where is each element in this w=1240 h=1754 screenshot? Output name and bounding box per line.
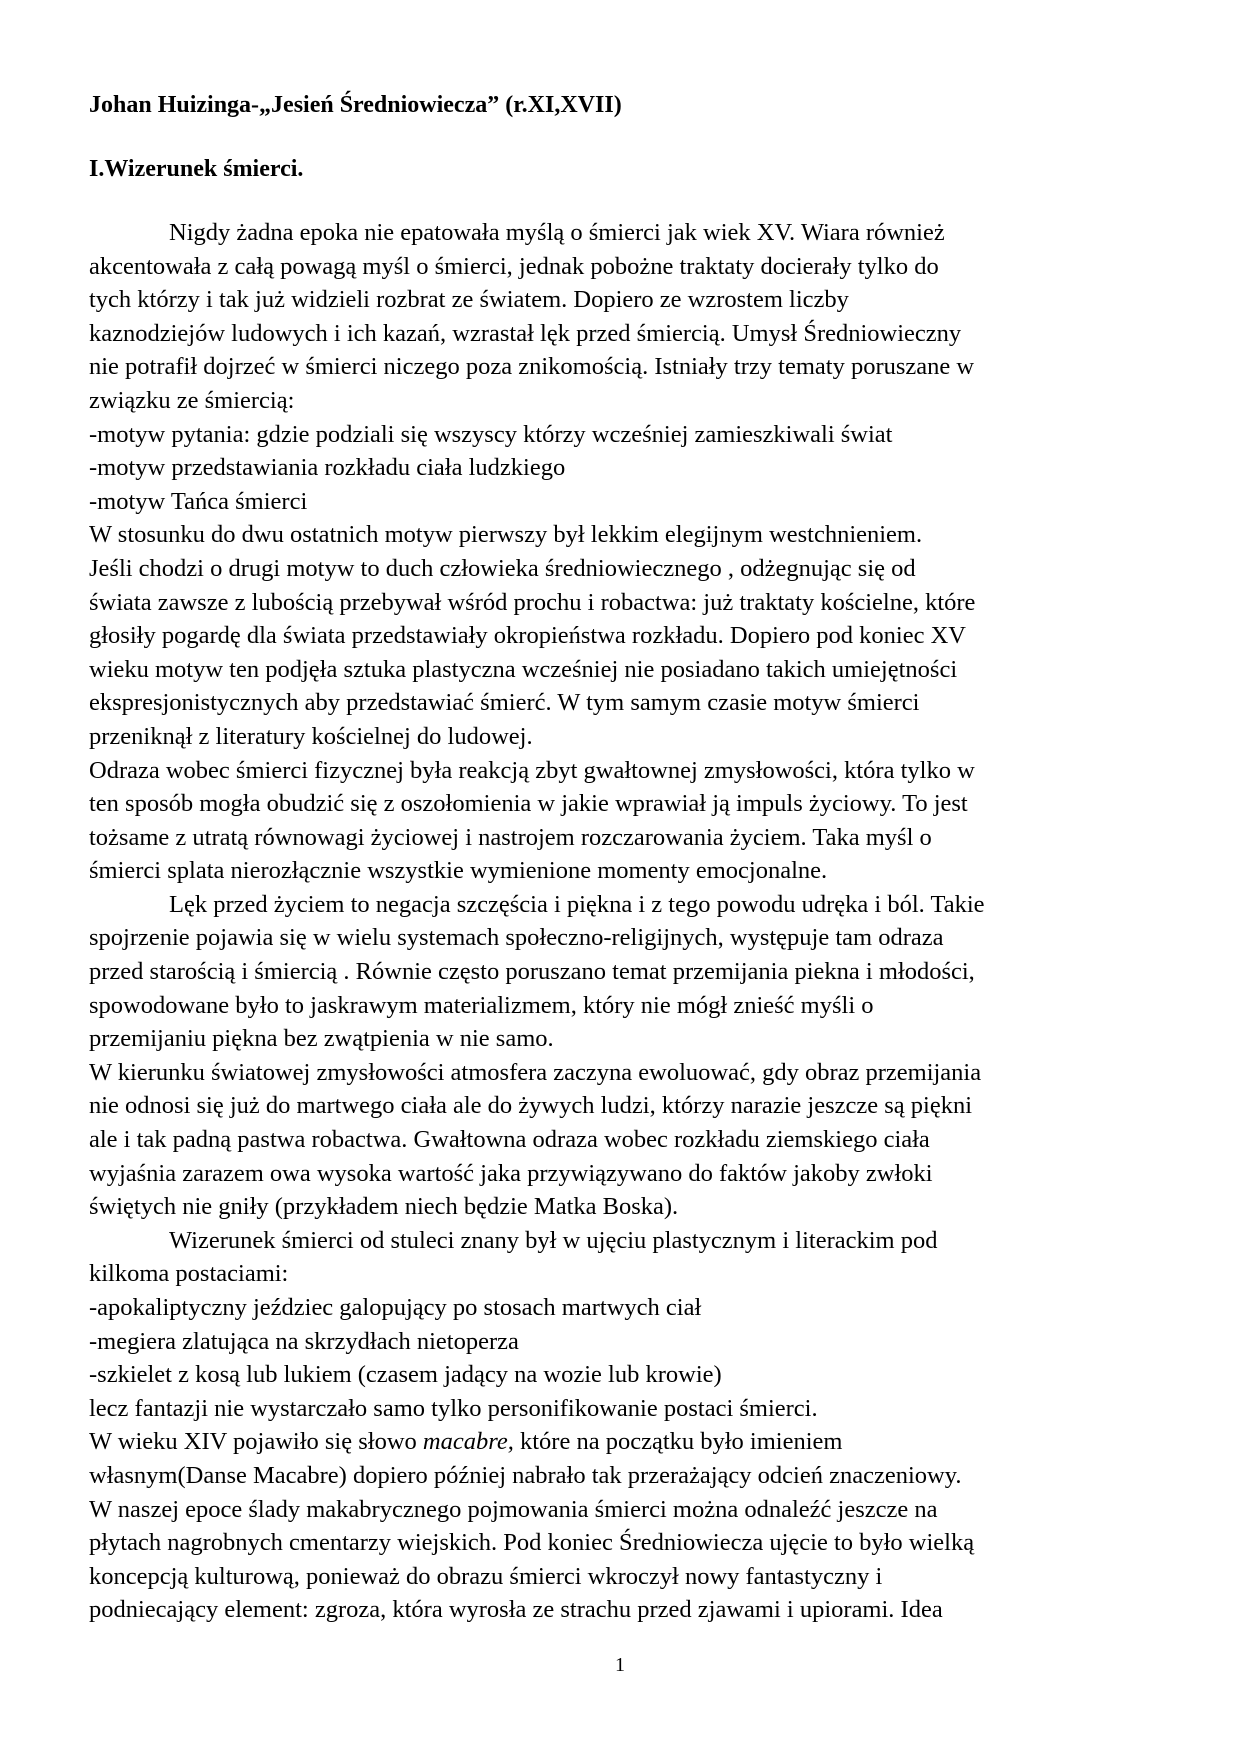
text-line: ale i tak padną pastwa robactwa. Gwałtowna odraza wobec rozkładu ziemskiego ciała [89,1126,930,1154]
text-line: przemijaniu piękna bez zwątpienia w nie samo. [89,1025,554,1053]
text-line: Wizerunek śmierci od stuleci znany był w ujęciu plastycznym i literackim pod [169,1226,938,1254]
text-line: przed starością i śmiercią . Równie często poruszano temat przemijania piekna i młodości, [89,958,975,986]
text-line: -motyw przedstawiania rozkładu ciała ludzkiego [89,454,566,482]
text-line: śmierci splata nierozłącznie wszystkie wymienione momenty emocjonalne. [89,857,828,885]
text-line: płytach nagrobnych cmentarzy wiejskich. Pod koniec Średniowiecza ujęcie to było wielką [89,1529,975,1557]
italic-term: macabre, [422,1428,514,1456]
text-line: ten sposób mogła obudzić się z oszołomienia w jakie wprawiał ją impuls życiowy. To jest [89,790,968,818]
text-line: -motyw Tańca śmierci [89,487,308,515]
text-line: -apokaliptyczny jeździec galopujący po stosach martwych ciał [89,1294,702,1321]
text-line: własnym(Danse Macabre) dopiero później nabrało tak przerażający odcień znaczeniowy. [89,1461,962,1489]
paragraph-text [89,216,1151,1627]
text-line: Nigdy żadna epoka nie epatowała myślą o śmierci jak wiek XV. Wiara również [169,219,945,246]
text-line: kilkoma postaciami: [89,1260,289,1288]
text-line: -motyw pytania: gdzie podziali się wszyscy którzy wcześniej zamieszkiwali świat [89,420,893,448]
text-line: spojrzenie pojawia się w wielu systemach społeczno-religijnych, występuje tam odraza [89,924,944,952]
document-body [89,88,1151,1627]
text-line: ekspresjonistycznych aby przedstawiać śmierć. W tym samym czasie motyw śmierci [89,689,920,717]
text-line: nie odnosi się już do martwego ciała ale do żywych ludzi, którzy narazie jeszcze są piękni [89,1092,973,1120]
text-line: nie potrafił dojrzeć w śmierci niczego poza znikomością. Istniały trzy tematy poruszane w [89,353,975,381]
text-line: głosiły pogardę dla świata przedstawiały okropieństwa rozkładu. Dopiero pod koniec XV [89,622,966,650]
text-line: tych którzy i tak już widzieli rozbrat ze światem. Dopiero ze wzrostem liczby [89,286,849,314]
text-segment: które na początku było imieniem [513,1428,843,1456]
text-line: kaznodziejów ludowych i ich kazań, wzrastał lęk przed śmiercią. Umysł Średniowieczny [89,319,962,347]
text-line: tożsame z utratą równowagi życiowej i nastrojem rozczarowania życiem. Taka myśl o [89,823,932,851]
document-title: Johan Huizinga-„Jesień Średniowiecza” (r.XI,XVII) [89,92,622,118]
text-line: związku ze śmiercią: [89,386,295,414]
text-line: W naszej epoce ślady makabrycznego pojmowania śmierci można odnaleźć jeszcze na [89,1495,938,1523]
page-number: 1 [615,1654,625,1676]
text-line: podniecający element: zgroza, która wyrosła ze strachu przed zjawami i upiorami. Idea [89,1596,943,1624]
text-line: przeniknął z literatury kościelnej do ludowej. [89,722,533,750]
text-line: Odraza wobec śmierci fizycznej była reakcją zbyt gwałtownej zmysłowości, która tylko w [89,756,975,784]
text-line: spowodowane było to jaskrawym materializmem, który nie mógł znieść myśli o [89,991,874,1019]
text-line: świata zawsze z lubością przebywał wśród prochu i robactwa: już traktaty kościelne, które [89,588,976,616]
text-line: koncepcją kulturową, ponieważ do obrazu śmierci wkroczył nowy fantastyczny i [89,1562,883,1590]
text-line: świętych nie gniły (przykładem niech będzie Matka Boska). [89,1193,679,1221]
text-line: akcentowała z całą powagą myśl o śmierci, jednak pobożne traktaty docierały tylko do [89,252,939,280]
text-line: lecz fantazji nie wystarczało samo tylko personifikowanie postaci śmierci. [89,1394,818,1422]
text-line: -megiera zlatująca na skrzydłach nietoperza [89,1327,519,1355]
text-line: wieku motyw ten podjęła sztuka plastyczna wcześniej nie posiadano takich umiejętności [89,655,958,683]
text-segment: W wieku XIV pojawiło się słowo [89,1428,423,1456]
text-line: -szkielet z kosą lub lukiem (czasem jadący na wozie lub krowie) [89,1361,722,1389]
text-line: W kierunku światowej zmysłowości atmosfera zaczyna ewoluować, gdy obraz przemijania [89,1058,982,1086]
text-line: wyjaśnia zarazem owa wysoka wartość jaka przywiązywano do faktów jakoby zwłoki [89,1159,933,1187]
text-line: Jeśli chodzi o drugi motyw to duch człowieka średniowiecznego , odżegnując się od [89,554,916,582]
text-line: W stosunku do dwu ostatnich motyw pierwszy był lekkim elegijnym westchnieniem. [89,521,923,549]
text-line [89,1425,1151,1459]
text-line: Lęk przed życiem to negacja szczęścia i piękna i z tego powodu udręka i ból. Takie [169,890,985,918]
section-heading: I.Wizerunek śmierci. [89,156,304,182]
